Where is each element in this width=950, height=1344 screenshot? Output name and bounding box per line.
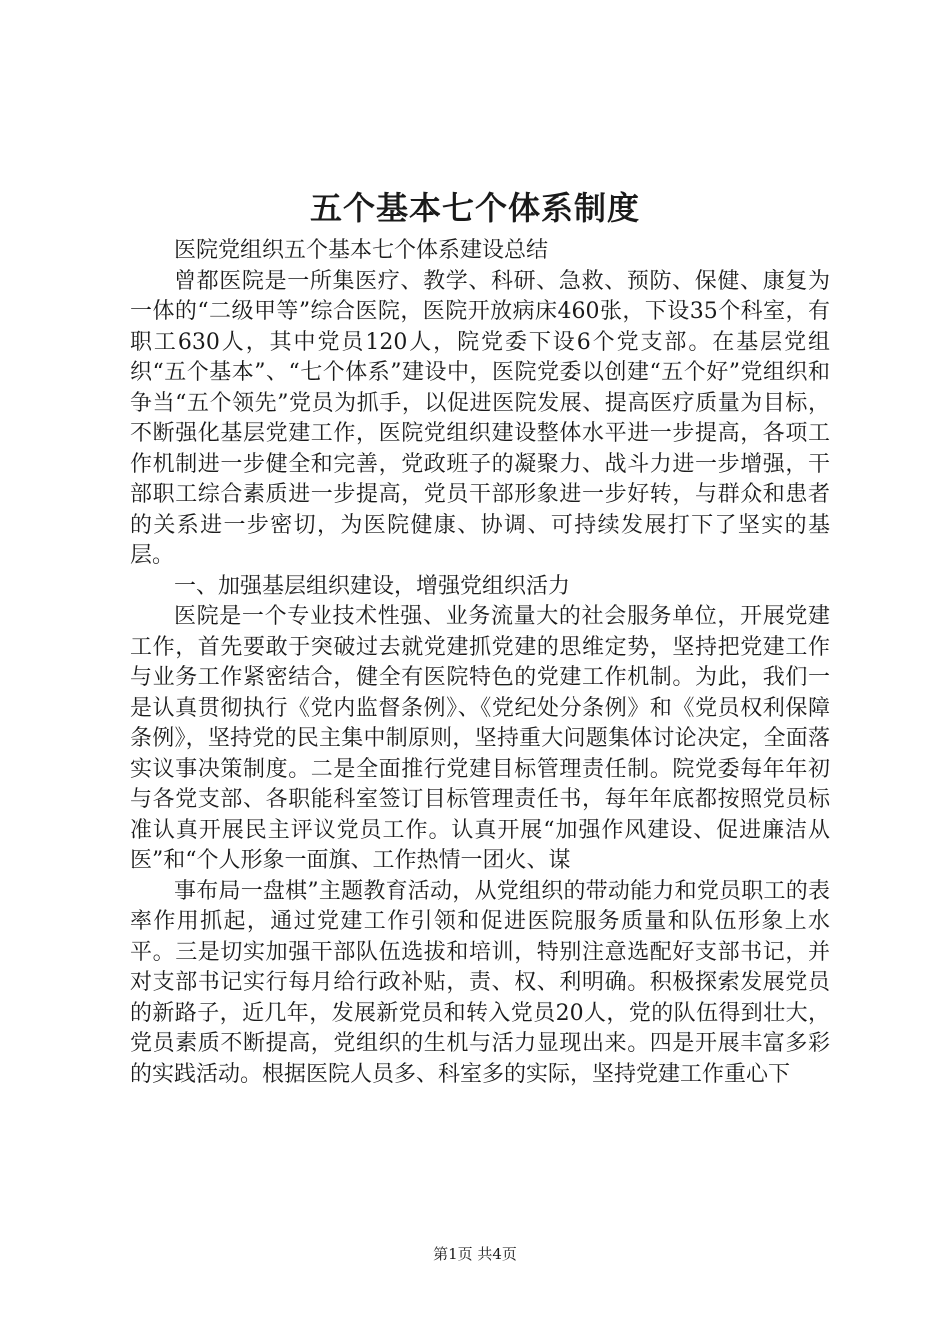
document-title: 五个基本七个体系制度 [309, 189, 640, 227]
paragraph-body-2: 事布局一盘棋”主题教育活动，从党组织的带动能力和党员职工的表率作用抓起，通过党建工作引领和促进医院服务质量和队伍形象上水平。三是切实加强干部队伍选拔和培训，特别注意选配好支部书记，并对支部书记实行每月给行政补贴，责、权、利明确。积极探索发展党员的新路子，近几年，发展新党员和转入党员20人，党的队伍得到壮大，党员素质不断提高，党组织的生机与活力显现出来。四是开展丰富多彩的实践活动。根据医院人员多、科室多的实际，坚持党建工作重心下 [130, 878, 830, 1087]
document-body [130, 236, 830, 1090]
page-footer: 第1页 共4页 [433, 1245, 517, 1263]
paragraph-subtitle: 医院党组织五个基本七个体系建设总结 [174, 238, 549, 263]
paragraph-section-heading: 一、加强基层组织建设，增强党组织活力 [174, 573, 571, 599]
paragraph-body-1: 医院是一个专业技术性强、业务流量大的社会服务单位，开展党建工作，首先要敢于突破过去就党建抓党建的思维定势，坚持把党建工作与业务工作紧密结合，健全有医院特色的党建工作机制。为此，我们一是认真贯彻执行《党内监督条例》、《党纪处分条例》和《党员权利保障条例》，坚持党的民主集中制原则，坚持重大问题集体讨论决定，全面落实议事决策制度。二是全面推行党建目标管理责任制。院党委每年年初与各党支部、各职能科室签订目标管理责任书，每年年底都按照党员标准认真开展民主评议党员工作。认真开展“加强作风建设、促进廉洁从医”和“个人形象一面旗、工作热情一团火、谋 [130, 604, 830, 873]
paragraph-intro: 曾都医院是一所集医疗、教学、科研、急救、预防、保健、康复为一体的“二级甲等”综合医院，医院开放病床460张，下设35个科室，有职工630人，其中党员120人，院党委下设6个党支部。在基层党组织“五个基本”、“七个体系”建设中，医院党委以创建“五个好”党组织和争当“五个领先”党员为抓手，以促进医院发展、提高医疗质量为目标，不断强化基层党建工作，医院党组织建设整体水平进一步提高，各项工作机制进一步健全和完善，党政班子的凝聚力、战斗力进一步增强，干部职工综合素质进一步提高，党员干部形象进一步好转，与群众和患者的关系进一步密切，为医院健康、协调、可持续发展打下了坚实的基层。 [130, 268, 830, 568]
